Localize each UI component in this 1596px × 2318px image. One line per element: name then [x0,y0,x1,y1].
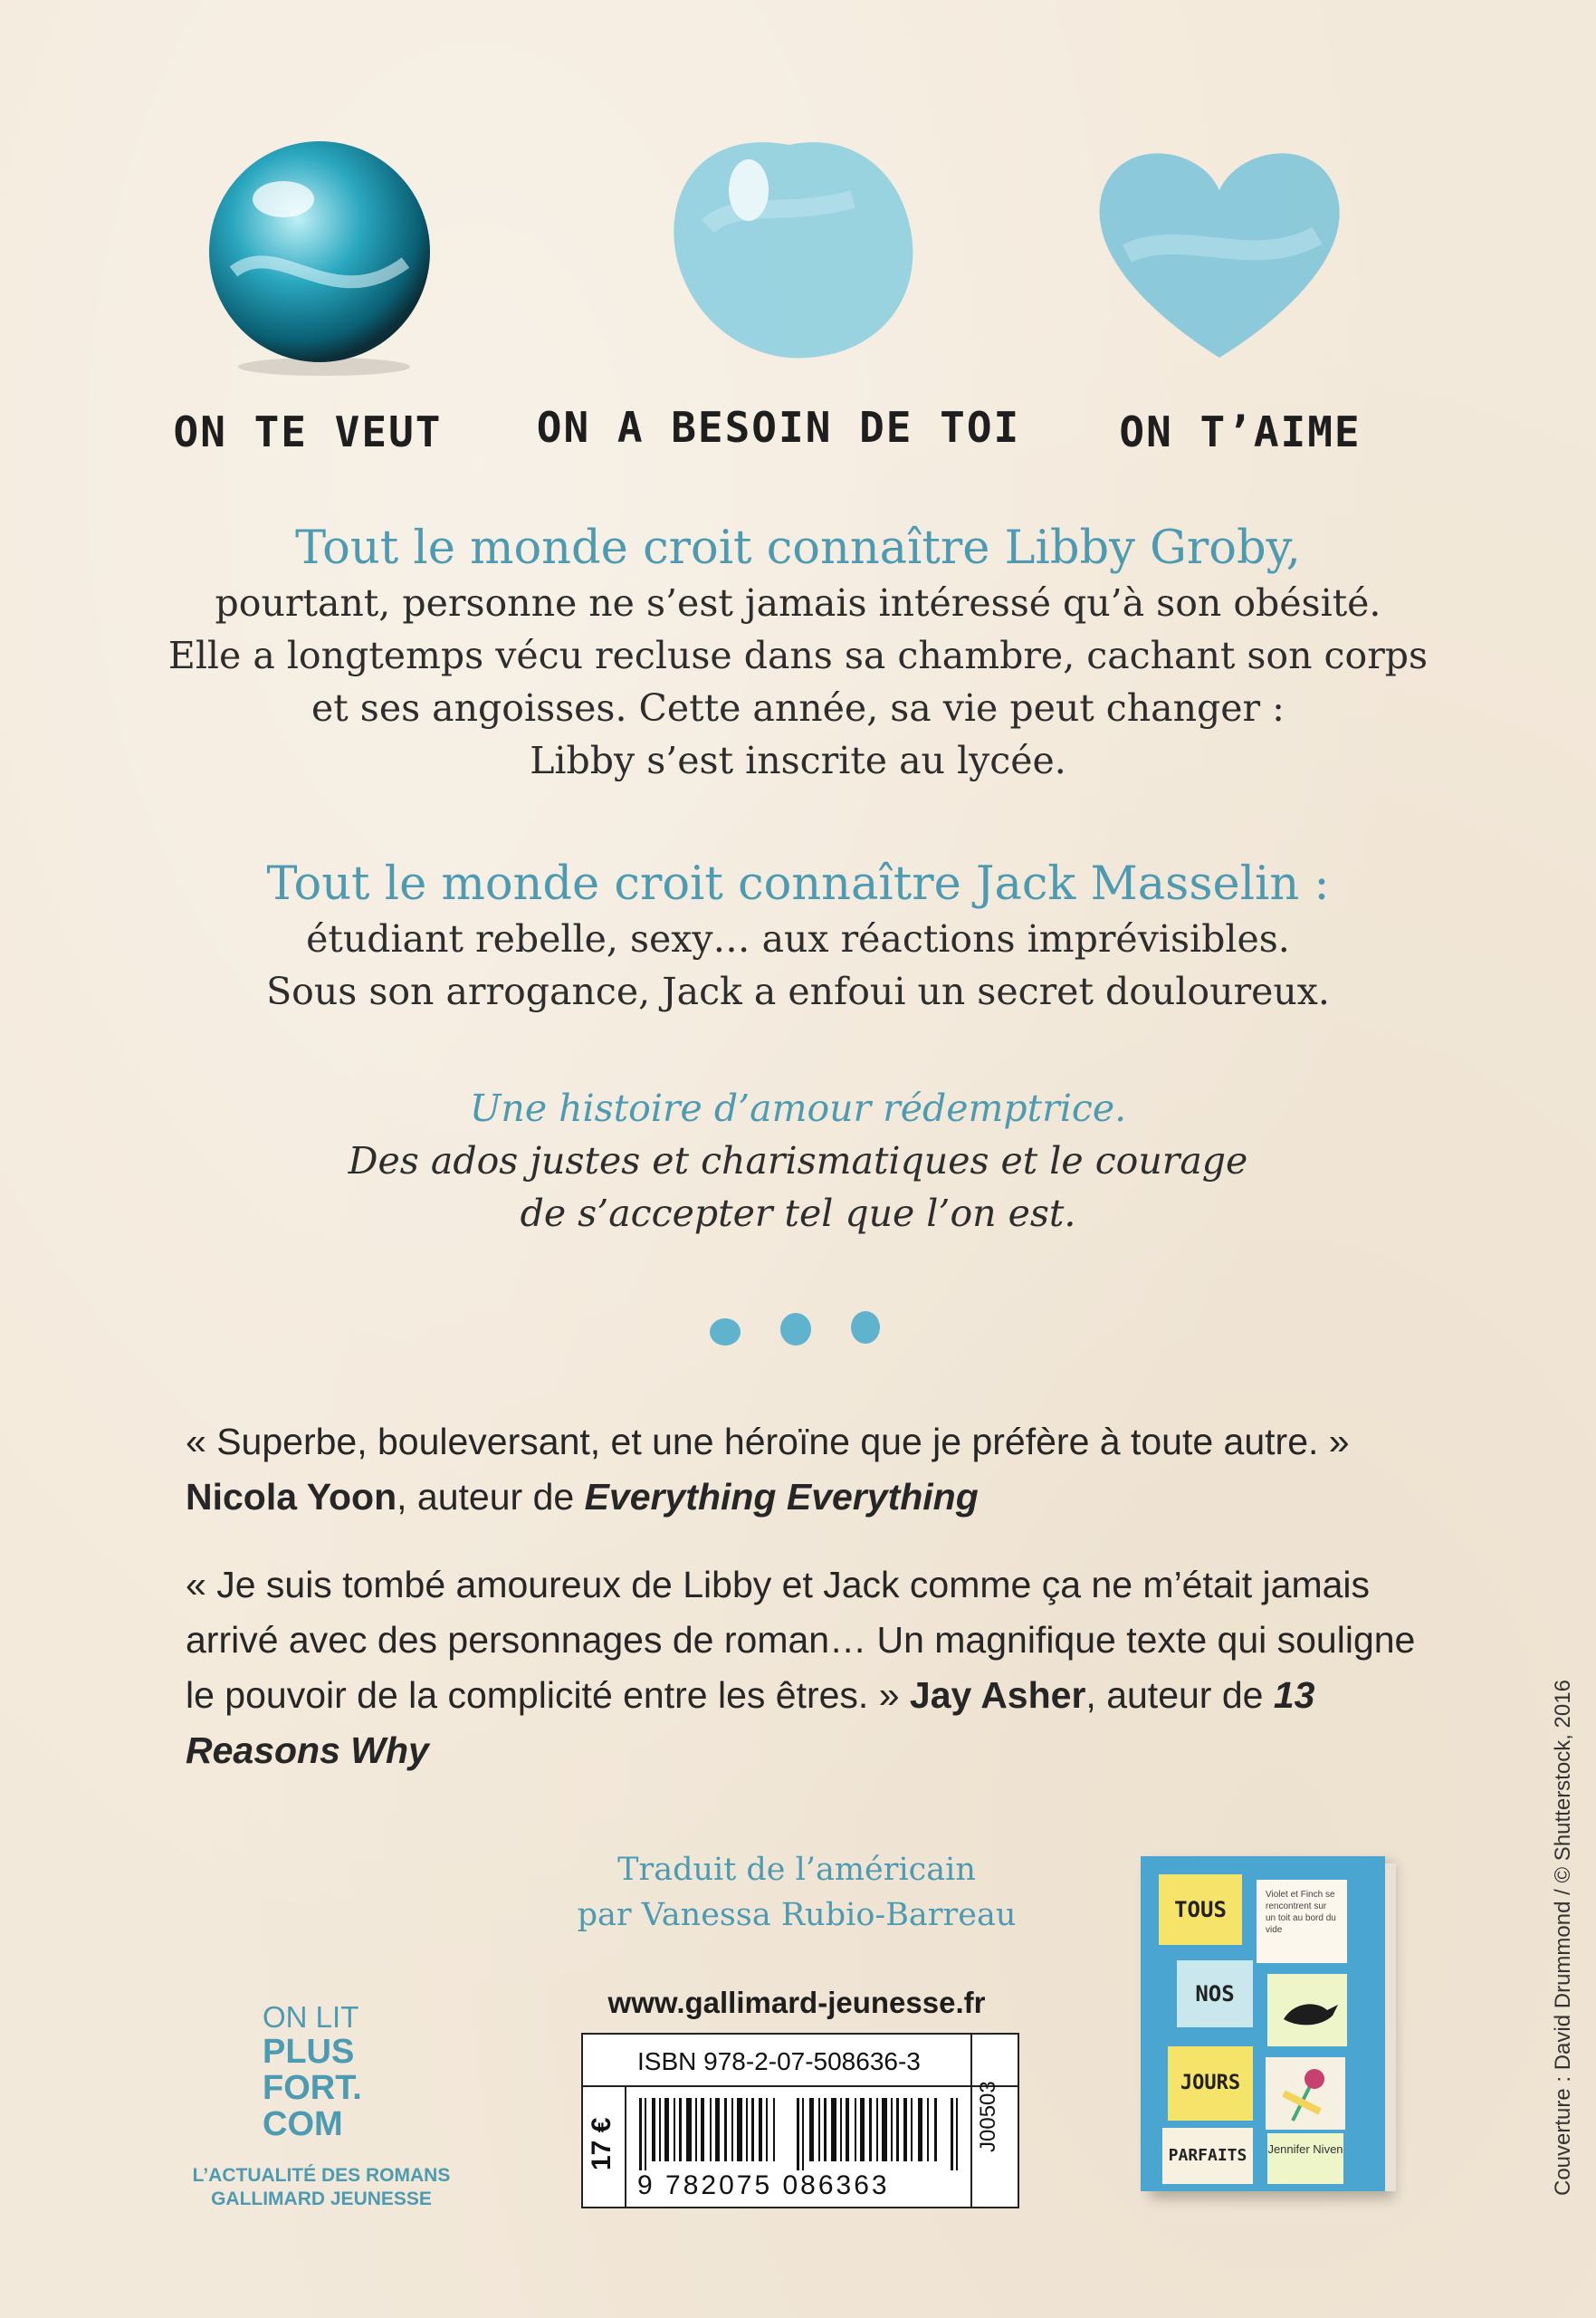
dot-icon [851,1311,880,1344]
code-divider [970,2035,972,2207]
logo-line4: COM [263,2105,343,2143]
note-author: Jennifer Niven [1267,2133,1343,2184]
quote-yoon-author: Nicola Yoon [186,1476,397,1518]
libby-lead: Tout le monde croit connaître Libby Groby, [295,522,1301,575]
translation-line2: par Vanessa Rubio-Barreau [577,1897,1017,1933]
tagline-line1: Des ados justes et charismatiques et le courage [348,1139,1248,1183]
note-small: Violet et Finch se rencontrent sur un toit au bord du vide [1257,1880,1347,1963]
publisher-url[interactable]: www.gallimard-jeunesse.fr [607,1986,986,2019]
logo-line3: FORT. [263,2069,362,2107]
note-flower [1266,2057,1345,2130]
quote-asher-author: Jay Asher [909,1674,1086,1716]
barcode [637,2098,963,2170]
book-thumbnail [1141,1856,1385,2191]
logo-line2: PLUS [263,2033,355,2071]
libby-blurb [91,521,1505,787]
quote-asher [186,1557,1417,1778]
bird-icon [1267,1974,1347,2046]
jack-blurb [91,857,1505,1018]
libby-line3: et ses angoisses. Cette année, sa vie peut changer : [311,686,1285,730]
libby-line4: Libby s’est inscrite au lycée. [530,739,1066,782]
barcode-digits: 9 782075 086363 [637,2170,890,2200]
note-tous: TOUS [1159,1874,1242,1945]
jack-line2: Sous son arrogance, Jack a enfoui un secret douloureux. [266,970,1330,1013]
isbn-text: ISBN 978-2-07-508636-3 [637,2047,921,2075]
marble-illustration [197,136,442,380]
divider-dots [706,1311,887,1347]
book-pages [1385,1863,1396,2191]
onlit-tagline [163,2164,480,2211]
jack-lead: Tout le monde croit connaître Jack Masselin : [266,857,1330,911]
logo-line1: ON LIT [263,2000,359,2034]
quote-yoon-book: Everything Everything [584,1476,979,1518]
caption-need: ON A BESOIN DE TOI [536,403,1021,452]
price: 17 € [587,2117,616,2170]
quote-asher-sep: , auteur de [1085,1674,1274,1716]
translation-line1: Traduit de l’américain [617,1852,976,1888]
note-jours: JOURS [1168,2046,1253,2121]
caption-want: ON TE VEUT [173,407,443,456]
barcode-divider [583,2085,1018,2087]
quote-asher-text: « Je suis tombé amoureux de Libby et Jack comme ça ne m’était jamais arrivé avec des personnages de roman… Un magnifique texte qui souligne le pouvoir de la complicité entre les êtres. » [186,1564,1416,1716]
quote-yoon [186,1414,1417,1525]
heart-illustration [1091,127,1349,371]
tagline-lead: Une histoire d’amour rédemptrice. [469,1087,1127,1130]
caption-love: ON T’AIME [1119,407,1362,456]
tagline [91,1082,1505,1240]
barcode-box [581,2033,1019,2208]
note-nos: NOS [1177,1960,1253,2027]
onlitplusfort-logo[interactable] [263,2001,407,2142]
note-bird [1267,1974,1347,2046]
dot-icon [780,1313,811,1346]
jack-line1: étudiant rebelle, sexy… aux réactions imprévisibles. [306,917,1290,961]
quote-asher-book: 13 Reasons Why [186,1674,1315,1771]
note-parfaits: PARFAITS [1162,2128,1253,2184]
cover-credit: Couverture : David Drummond / © Shutterstock, 2016 [1551,1680,1575,2196]
quote-yoon-sep: , auteur de [397,1476,585,1518]
flower-icon [1266,2057,1345,2130]
quote-yoon-text: « Superbe, bouleversant, et une héroïne que je préfère à toute autre. » [186,1421,1350,1462]
product-code: J00503 [976,2081,1000,2152]
heart-shape-illustration [654,118,925,371]
translation-credit [543,1847,1050,1938]
price-divider [625,2085,626,2207]
libby-line2: Elle a longtemps vécu recluse dans sa chambre, cachant son corps [167,634,1429,677]
onlit-tag2: GALLIMARD JEUNESSE [211,2189,432,2209]
dot-icon [710,1318,741,1346]
onlit-tag1: L’ACTUALITÉ DES ROMANS [192,2165,451,2186]
tagline-line2: de s’accepter tel que l’on est. [520,1192,1076,1235]
libby-line1: pourtant, personne ne s’est jamais intéressé qu’à son obésité. [215,581,1381,625]
